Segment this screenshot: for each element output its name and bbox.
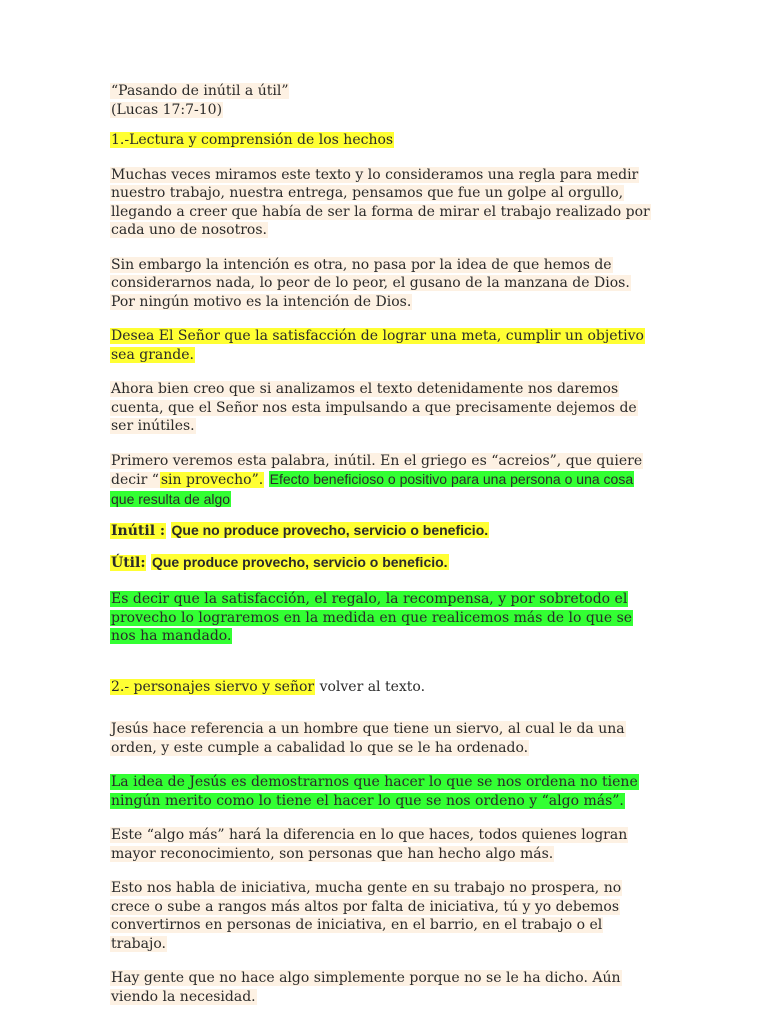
document-title: “Pasando de inútil a útil” xyxy=(111,83,289,99)
definition-util xyxy=(110,553,650,573)
scripture-reference: (Lucas 17:7-10) xyxy=(111,101,223,118)
paragraph-11: Hay gente que no hace algo simplemente porque no se le ha dicho. Aún viendo la necesidad. xyxy=(111,970,621,1005)
section-1-heading: 1.-Lectura y comprensión de los hechos xyxy=(111,132,394,148)
paragraph-2: Sin embargo la intención es otra, no pasa por la idea de que hemos de considerarnos nada, lo peor de lo peor, el gusano de la manzana de Dios. Por ningún motivo es la intención de Dios. xyxy=(111,256,630,310)
definition-effect: Efecto beneficioso o positivo para una persona o una cosa que resulta de algo xyxy=(111,471,634,507)
paragraph-6-highlight: Es decir que la satisfacción, el regalo, la recompensa, y por sobretodo el provecho lo lograremos en la medida en que realicemos más de lo que se nos ha mandado. xyxy=(111,591,633,644)
paragraph-5: Primero veremos esta palabra, inútil. En el griego es “acreios”, que quiere decir “ sin provecho”. Efecto beneficioso o positivo para una persona o una cosa que resulta de algo xyxy=(111,452,643,507)
definition-inutil xyxy=(110,521,650,541)
inutil-term: Inútil : xyxy=(111,523,166,539)
document-body xyxy=(110,82,650,1006)
paragraph-3-highlight: Desea El Señor que la satisfacción de lograr una meta, cumplir un objetivo sea grande. xyxy=(111,328,644,363)
paragraph-10: Esto nos habla de iniciativa, mucha gente en su trabajo no prospera, no crece o sube a rangos más altos por falta de iniciativa, tú y yo debemos convertirnos en personas de iniciativa, en el barrio, en el trabajo o el trabajo. xyxy=(111,880,622,952)
section-2-tail: volver al texto. xyxy=(319,678,426,695)
util-term: Útil: xyxy=(111,554,146,571)
util-definition: Que produce provecho, servicio o beneficio. xyxy=(151,553,448,570)
paragraph-7: Jesús hace referencia a un hombre que tiene un siervo, al cual le da una orden, y este cumple a cabalidad lo que se le ha ordenado. xyxy=(111,721,625,756)
paragraph-9: Este “algo más” hará la diferencia en lo que haces, todos quienes logran mayor reconocimiento, son personas que han hecho algo más. xyxy=(111,827,628,862)
paragraph-4: Ahora bien creo que si analizamos el texto detenidamente nos daremos cuenta, que el Señor nos esta impulsando a que precisamente dejemos de ser inútiles. xyxy=(111,381,637,434)
paragraph-8-highlight: La idea de Jesús es demostrarnos que hacer lo que se nos ordena no tiene ningún merito como lo tiene el hacer lo que se nos ordeno y “algo más”. xyxy=(111,774,638,809)
paragraph-1: Muchas veces miramos este texto y lo consideramos una regla para medir nuestro trabajo, nuestra entrega, pensamos que fue un golpe al orgullo, llegando a creer que había de ser la forma de mirar el trabajo realizado por cada uno de nosotros. xyxy=(111,166,650,238)
section-2-heading: 2.- personajes siervo y señor volver al texto. xyxy=(111,678,426,695)
inutil-definition: Que no produce provecho, servicio o beneficio. xyxy=(171,522,489,538)
